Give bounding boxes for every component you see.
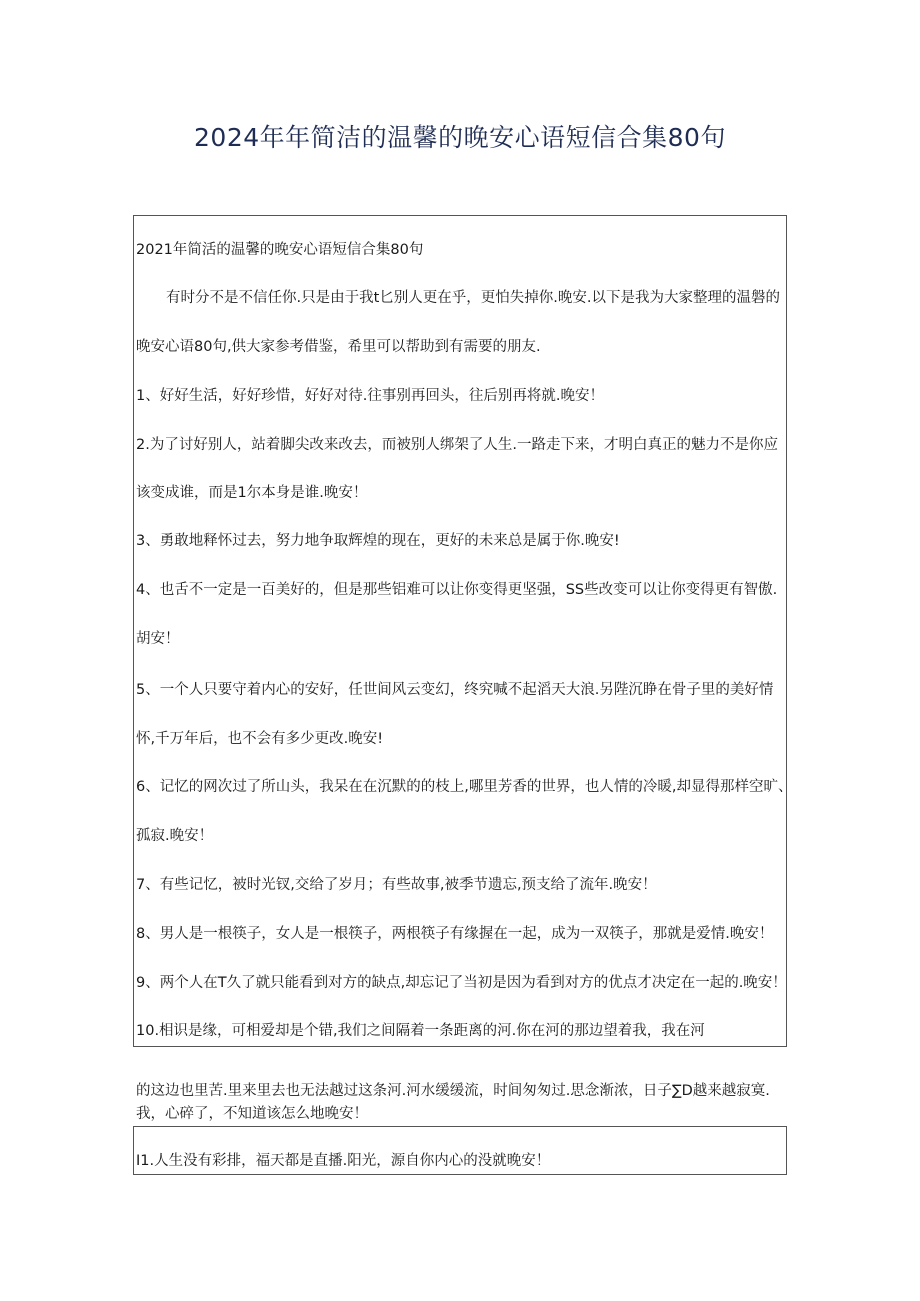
list-item: 9、两个人在T久了就只能看到对方的缺点,却忘记了当初是因为看到对方的优点才决定在一起的.晚安！ [136,975,787,991]
list-item: 孤寂.晚安！ [136,828,214,844]
list-item: 该变成谁，而是1尔本身是谁.晚安！ [136,485,368,501]
list-item: 5、一个人只要守着内心的安好，任世间风云变幻，终究喊不起滔天大浪.另陛沉睁在骨子里的美好情 [136,682,774,698]
list-item: 怀,千万年后，也不会有多少更改.晚安! [136,731,384,747]
list-item: 10.相识是缘，可相爱却是个错,我们之间隔着一条距离的河.你在河的那边望着我，我在河 [136,1023,705,1039]
list-item: 3、勇敢地释怀过去，努力地争取辉煌的现在，更好的未来总是属于你.晚安! [136,533,620,549]
continued-text: 的这边也里苦.里来里去也无法越过这条河.河水缓缓流，时间匆匆过.思念渐浓，日子∑D越来越寂寞. [136,1083,770,1099]
list-item: 2.为了讨好别人，站着脚尖改来改去，而被别人绑架了人生.一路走下来，才明白真正的魅力不是你应 [136,437,778,453]
list-item: 1、好好生活，好好珍惜，好好对待.往事别再回头，往后别再将就.晚安！ [136,388,604,404]
intro-line: 有时分不是不信任你.只是由于我t匕别人更在乎，更怕失掉你.晚安.以下是我为大家整理的温磐的 [166,290,781,306]
list-item: 8、男人是一根筷子，女人是一根筷子，两根筷子有缘握在一起，成为一双筷子，那就是爱情.晚安！ [136,926,774,942]
continued-text: 我，心碎了，不知道该怎么地晚安！ [136,1106,368,1122]
list-item: I1.人生没有彩排，福天都是直播.阳光，源自你内心的没就晚安！ [136,1153,551,1169]
subtitle: 2021年简活的温馨的晚安心语短信合集80句 [136,242,424,258]
page-title: 2024年年简洁的温馨的晚安心语短信合集80句 [194,123,726,152]
list-item: 胡安！ [136,631,180,647]
list-item: 7、有些记忆，被时光钗,交给了岁月；有些故事,被季节遗忘,预支给了流年.晚安！ [136,877,657,893]
list-item: 4、也舌不一定是一百美好的，但是那些铝难可以让你变得更坚强，SS些改变可以让你变得更有智傲. [136,582,778,598]
list-item: 6、记忆的网次过了所山头，我呆在在沉默的的枝上,哪里芳香的世界，也人情的冷暖,却显得那样空旷、 [136,779,793,795]
intro-line: 晚安心语80句,供大家参考借鉴，希里可以帮助到有需要的朋友. [136,339,541,355]
